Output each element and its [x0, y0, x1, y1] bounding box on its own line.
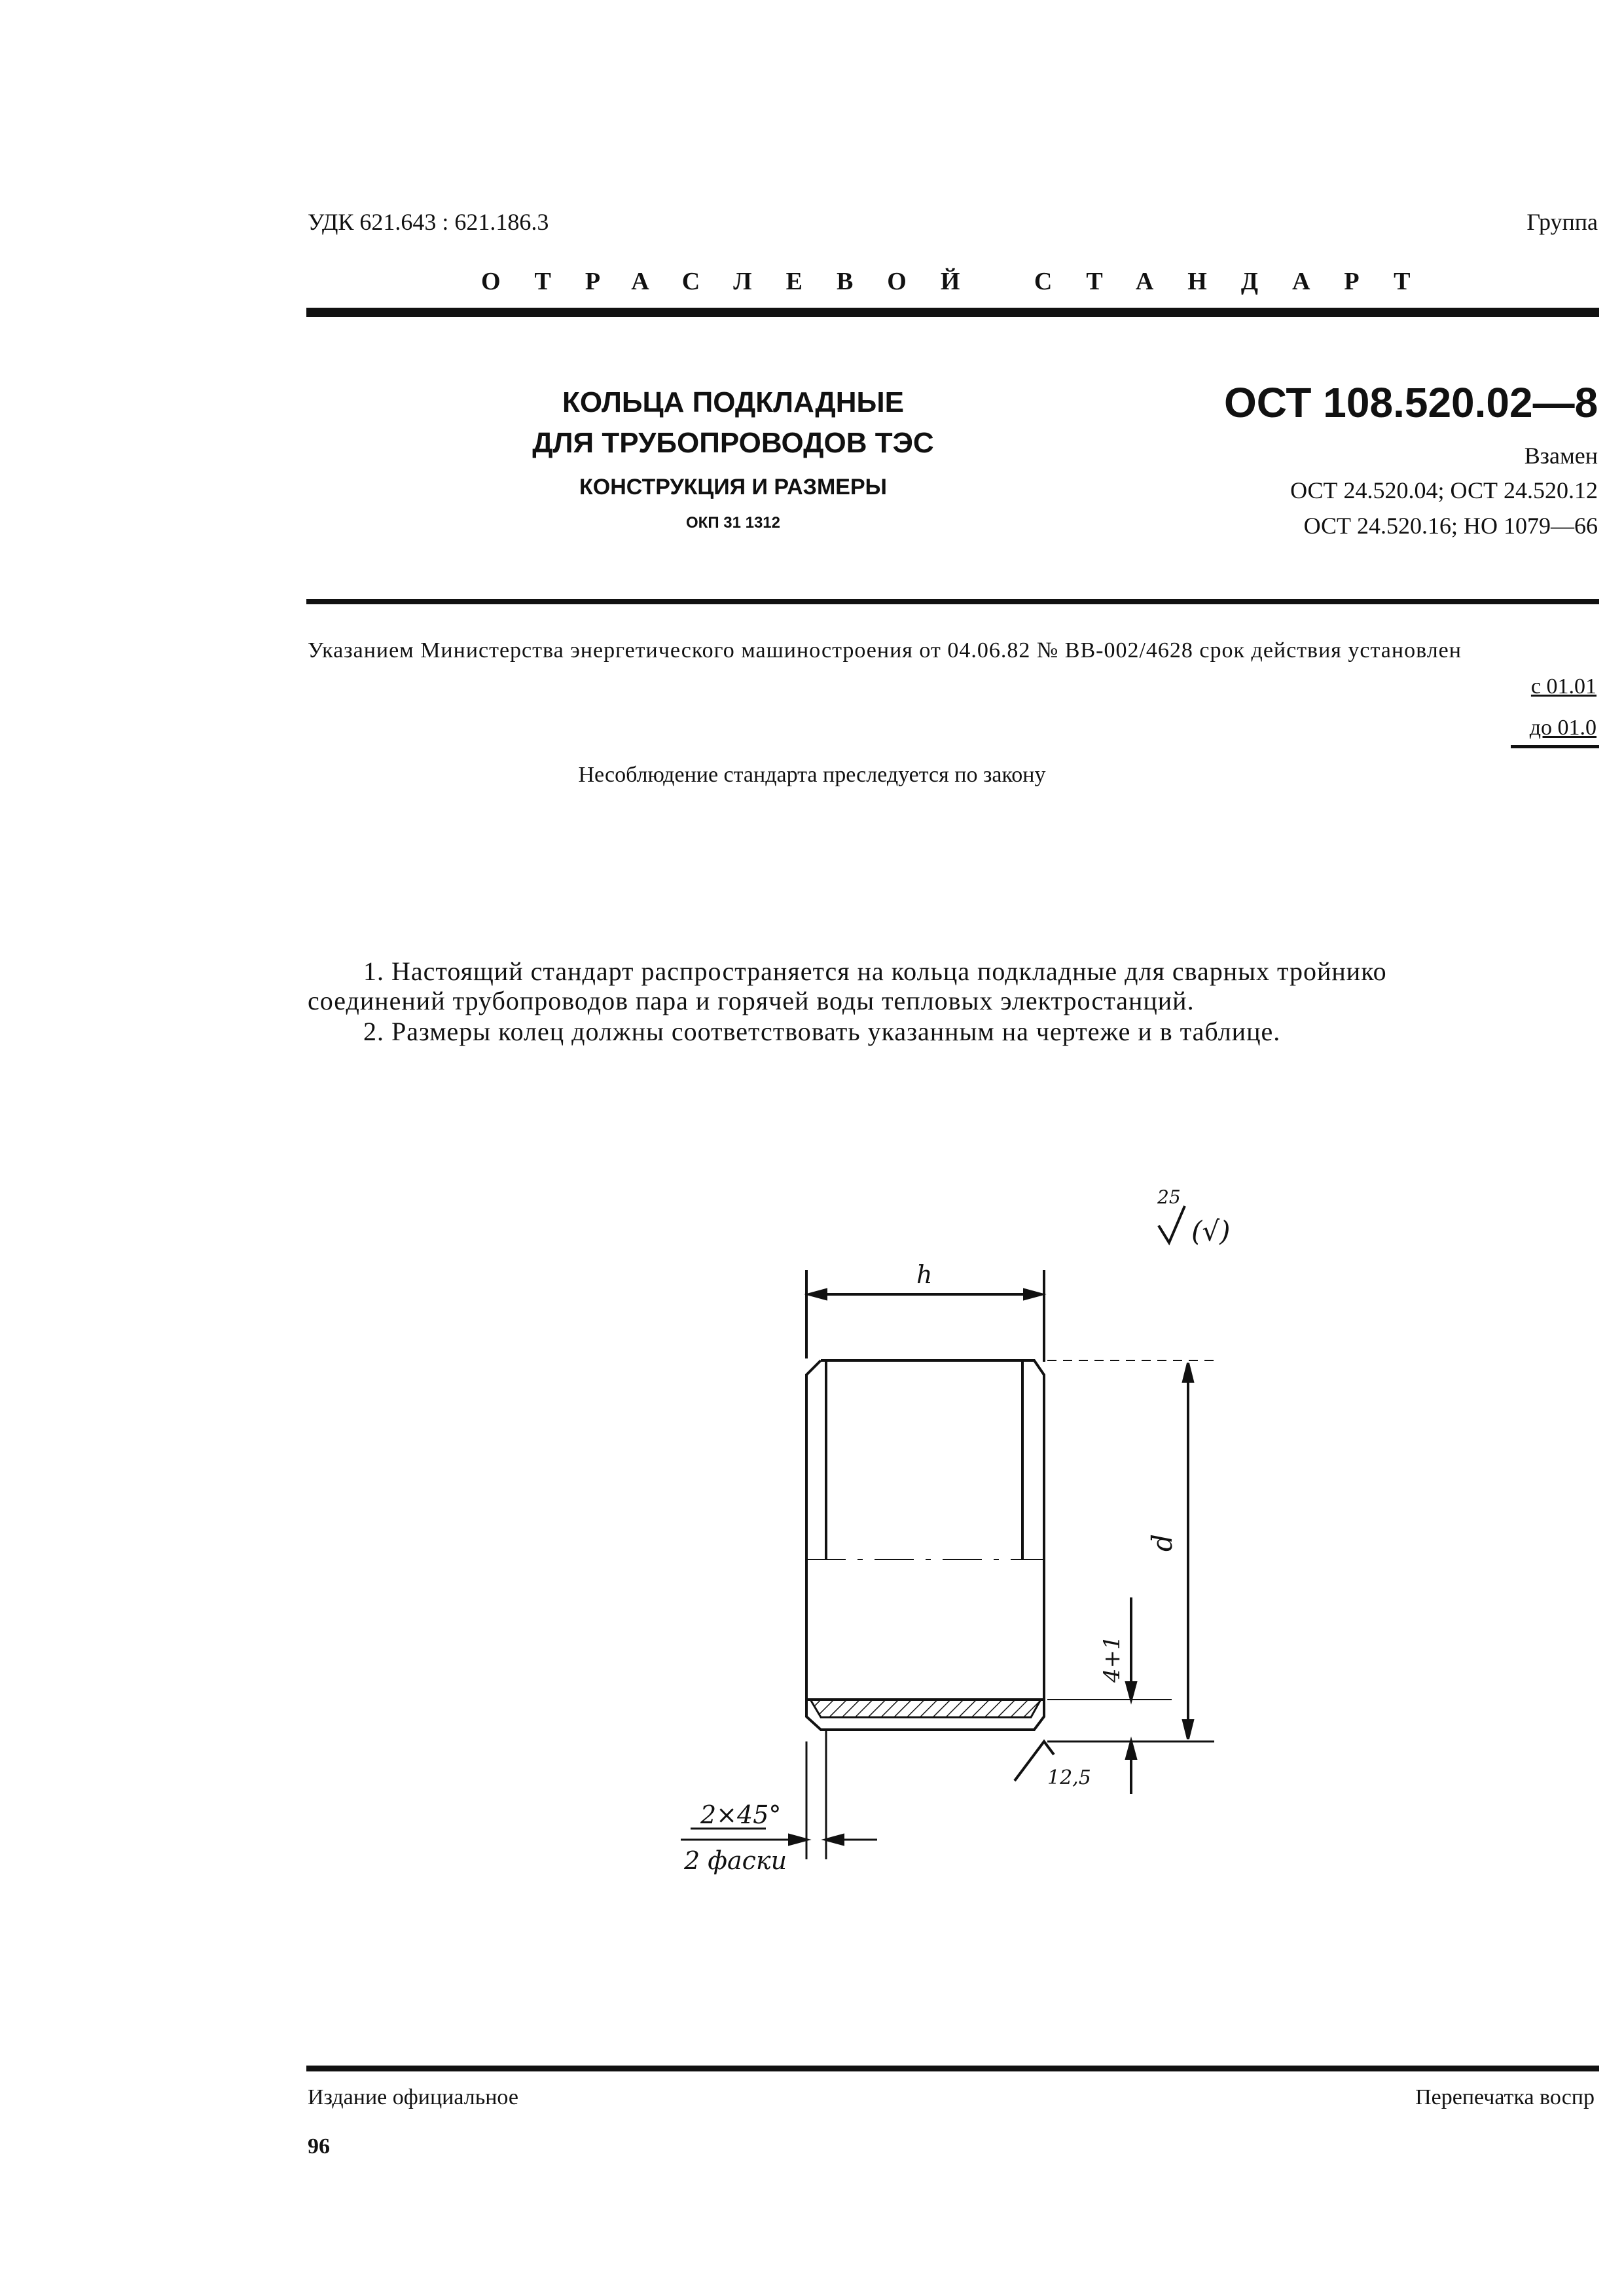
- title-line-2: ДЛЯ ТРУБОПРОВОДОВ ТЭС: [532, 427, 934, 459]
- paragraph-2: 2. Размеры колец должны соответствовать указанным на чертеже и в таблице.: [363, 1017, 1281, 1046]
- notice-text: Несоблюдение стандарта преследуется по закону: [578, 763, 1046, 787]
- okp-code: ОКП 31 1312: [686, 514, 780, 532]
- roughness-general-paren: (√): [1191, 1215, 1231, 1247]
- group-label: Группа: [1526, 209, 1598, 235]
- date-from: с 01.01: [1530, 674, 1597, 699]
- title-rule: [306, 599, 1599, 604]
- title-line-3: КОНСТРУКЦИЯ И РАЗМЕРЫ: [579, 475, 887, 500]
- replaces-label: Взамен: [1524, 443, 1598, 469]
- udk-code: УДК 621.643 : 621.186.3: [308, 209, 549, 235]
- standard-code: ОСТ 108.520.02—8: [1224, 379, 1598, 426]
- dim-h-label: h: [916, 1260, 933, 1289]
- decree-text: Указанием Министерства энергетического машиностроения от 04.06.82 № ВВ-002/4628 срок действия установлен: [308, 638, 1462, 663]
- ring-drawing: [655, 1165, 1309, 1905]
- dim-4-label: 4+1: [1099, 1635, 1125, 1683]
- footer-reprint: Перепечатка воспр: [1415, 2085, 1595, 2109]
- roughness-local-label: 12,5: [1047, 1766, 1091, 1789]
- date-to: до 01.0: [1529, 716, 1597, 740]
- replaces-line-2: ОСТ 24.520.16; НО 1079—66: [1303, 513, 1598, 539]
- chamfer-note: 2 фаски: [684, 1846, 787, 1875]
- paragraph-1-line-1: 1. Настоящий стандарт распространяется на кольца подкладные для сварных тройнико: [363, 957, 1387, 986]
- roughness-general-value: 25: [1157, 1186, 1181, 1208]
- replaces-line-1: ОСТ 24.520.04; ОСТ 24.520.12: [1290, 477, 1598, 503]
- dim-d-label: d: [1146, 1534, 1178, 1552]
- footer-rule: [306, 2066, 1599, 2071]
- paragraph-1-line-2: соединений трубопроводов пара и горячей воды тепловых электростанций.: [308, 986, 1195, 1015]
- section-hatch: [810, 1700, 1041, 1717]
- standard-banner: ОТРАСЛЕВОЙ СТАНДАРТ: [481, 268, 1445, 295]
- date-underline: [1511, 745, 1599, 748]
- page-number: 96: [308, 2134, 330, 2159]
- chamfer-label: 2×45°: [700, 1800, 782, 1829]
- footer-edition: Издание официальное: [308, 2085, 518, 2109]
- header-rule: [306, 308, 1599, 317]
- title-line-1: КОЛЬЦА ПОДКЛАДНЫЕ: [562, 386, 904, 418]
